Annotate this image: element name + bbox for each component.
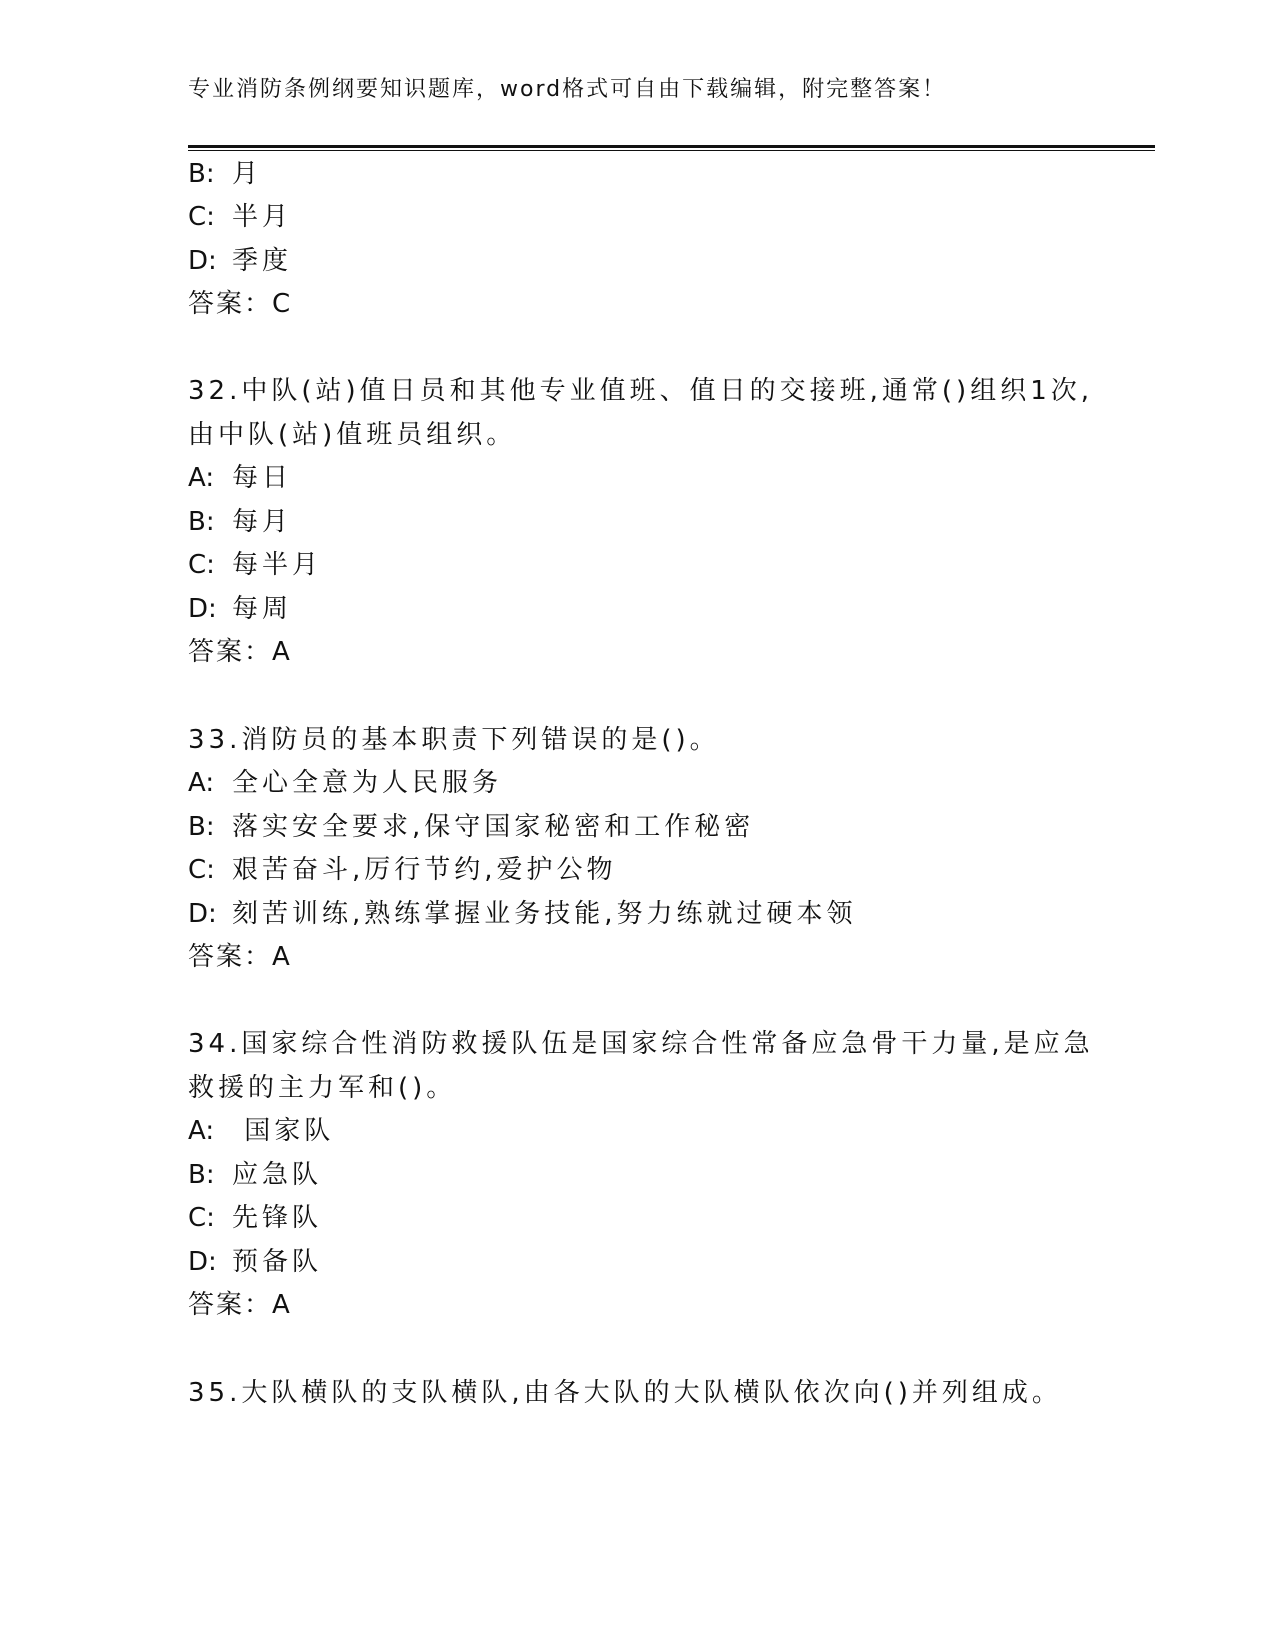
option-text: 先锋队 [232,1203,323,1233]
option-text: 落实安全要求,保守国家秘密和工作秘密 [232,812,755,842]
option-text: 每月 [232,507,293,537]
option-text: 全心全意为人民服务 [232,768,503,798]
option-label: B: [188,1160,215,1190]
option-label: A: [188,1116,215,1146]
option-d [188,898,857,930]
page-header: 专业消防条例纲要知识题库，word格式可自由下载编辑，附完整答案！ [188,77,947,102]
option-text: 每半月 [232,550,323,580]
option-text: 月 [232,159,263,189]
option-label: D: [188,246,217,276]
option-b [188,1159,322,1191]
option-label: C: [188,550,215,580]
option-label: D: [188,594,217,624]
option-text: 国家队 [232,1116,335,1146]
answer: 答案：A [188,942,292,972]
option-text: 半月 [232,202,293,232]
option-a [188,1115,334,1147]
answer: 答案：A [188,637,292,667]
option-label: C: [188,202,215,232]
option-label: A: [188,768,215,798]
option-c [188,201,292,233]
option-label: C: [188,1203,215,1233]
question-stem: 34.国家综合性消防救援队伍是国家综合性常备应急骨干力量,是应急 [188,1029,1094,1059]
option-text: 刻苦训练,熟练掌握业务技能,努力练就过硬本领 [232,899,857,929]
option-label: B: [188,159,215,189]
option-d [188,245,292,277]
option-label: C: [188,855,215,885]
option-text: 季度 [232,246,293,276]
option-b [188,506,292,538]
header-divider [188,145,1155,151]
question-stem-cont: 救援的主力军和()。 [188,1073,457,1103]
option-c [188,854,617,886]
option-text: 预备队 [232,1247,323,1277]
question-stem: 35.大队横队的支队横队,由各大队的大队横队依次向()并列组成。 [188,1378,1062,1408]
option-text: 艰苦奋斗,厉行节约,爱护公物 [232,855,617,885]
option-b [188,158,262,190]
option-label: A: [188,463,215,493]
option-text: 每日 [232,463,293,493]
option-label: B: [188,812,215,842]
answer: 答案：C [188,289,293,319]
option-a [188,462,292,494]
option-d [188,1246,322,1278]
option-a [188,767,502,799]
option-c [188,549,322,581]
question-stem: 32.中队(站)值日员和其他专业值班、值日的交接班,通常()组织1次, [188,376,1093,406]
option-text: 每周 [232,594,293,624]
option-text: 应急队 [232,1160,323,1190]
option-d [188,593,292,625]
option-label: B: [188,507,215,537]
option-c [188,1202,322,1234]
question-stem-cont: 由中队(站)值班员组织。 [188,420,517,450]
option-label: D: [188,899,217,929]
question-stem: 33.消防员的基本职责下列错误的是()。 [188,725,720,755]
option-label: D: [188,1247,217,1277]
answer: 答案：A [188,1290,292,1320]
option-b [188,811,754,843]
